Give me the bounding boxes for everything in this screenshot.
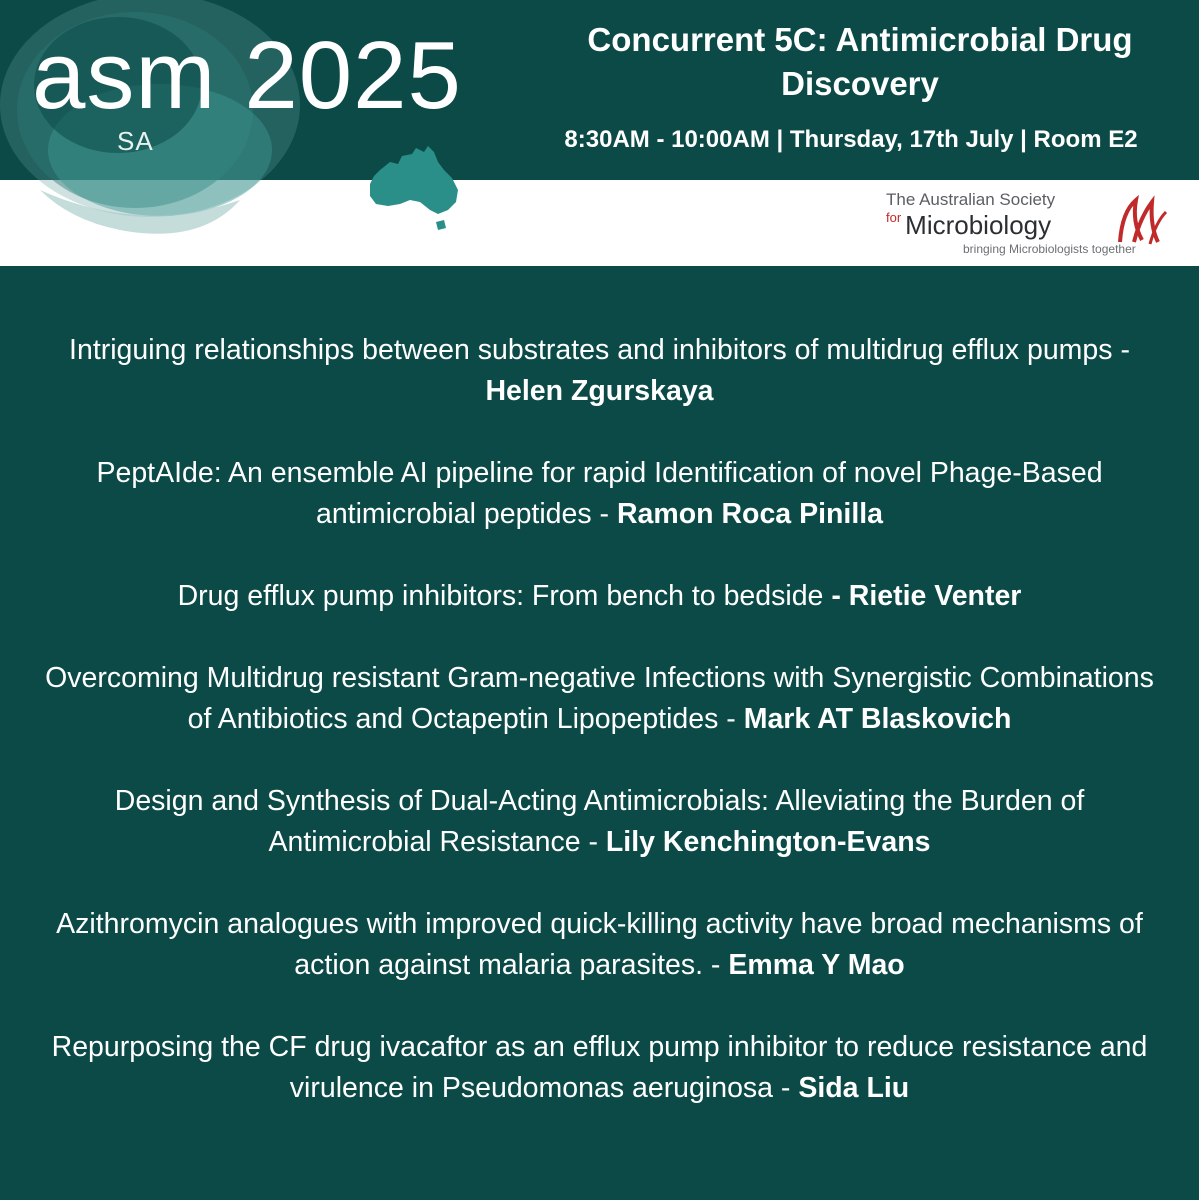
talk-item — [40, 453, 1159, 535]
talk-speaker: Sida Liu — [798, 1072, 910, 1104]
society-name — [886, 210, 1051, 241]
talk-speaker: Helen Zgurskaya — [485, 375, 714, 407]
talk-speaker: Lily Kenchington-Evans — [605, 826, 931, 858]
talk-speaker: Mark AT Blaskovich — [743, 703, 1012, 735]
australia-map-icon — [362, 140, 472, 235]
asm-emblem-icon — [1112, 192, 1170, 250]
society-tagline: bringing Microbiologists together — [963, 242, 1136, 256]
talk-title: Design and Synthesis of Dual-Acting Antimicrobials: Alleviating the Burden of Antimicrobial Resistance - — [114, 785, 1085, 858]
talk-title: Drug efflux pump inhibitors: From bench to bedside — [177, 580, 832, 612]
society-for: for — [886, 210, 902, 225]
talk-speaker: Emma Y Mao — [728, 949, 905, 981]
talk-list — [40, 330, 1159, 1150]
session-meta: 8:30AM - 10:00AM | Thursday, 17th July | Room E2 — [564, 126, 1138, 153]
talk-item — [40, 781, 1159, 863]
talk-speaker: - Rietie Venter — [831, 580, 1022, 612]
talk-item — [40, 1027, 1159, 1109]
session-title: Concurrent 5C: Antimicrobial Drug Discovery — [587, 21, 1133, 102]
talk-title: Azithromycin analogues with improved quick-killing activity have broad mechanisms of action against malaria parasites. - — [56, 908, 1143, 981]
talk-item — [40, 330, 1159, 412]
society-line1: The Australian Society — [886, 190, 1056, 209]
talk-item — [40, 576, 1159, 617]
talk-title: Repurposing the CF drug ivacaftor as an efflux pump inhibitor to reduce resistance and virulence in Pseudomonas aeruginosa - — [51, 1031, 1148, 1104]
talk-title: PeptAIde: An ensemble AI pipeline for rapid Identification of novel Phage-Based antimicrobial peptides - — [96, 457, 1103, 530]
logo-region: SA — [117, 126, 154, 156]
society-logo — [874, 186, 1174, 260]
talk-item — [40, 658, 1159, 740]
talk-title: Intriguing relationships between substrates and inhibitors of multidrug efflux pumps - — [69, 334, 1130, 366]
society-name-text: Microbiology — [905, 210, 1052, 240]
talk-item — [40, 904, 1159, 986]
talk-speaker: Ramon Roca Pinilla — [616, 498, 884, 530]
logo-year: 2025 — [244, 22, 462, 129]
talk-title: Overcoming Multidrug resistant Gram-negative Infections with Synergistic Combinations of Antibiotics and Octapeptin Lipopeptides - — [45, 662, 1154, 735]
logo-brand: asm — [32, 22, 217, 129]
event-logo — [32, 22, 462, 129]
